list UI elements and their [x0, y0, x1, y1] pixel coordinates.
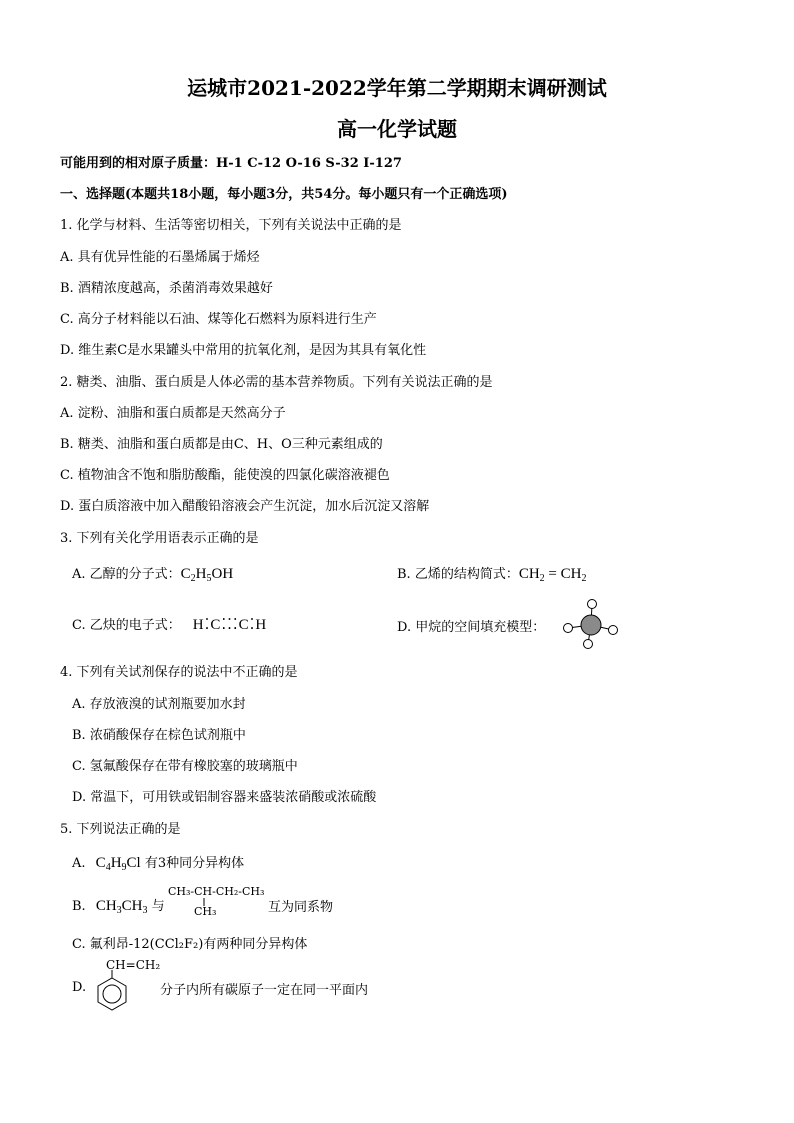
q2-option-d: D. 蛋白质溶液中加入醋酸铅溶液会产生沉淀，加水后沉淀又溶解 — [60, 499, 430, 514]
q4-stem: 4. 下列有关试剂保存的说法中不正确的是 — [60, 665, 298, 680]
q2-option-a: A. 淀粉、油脂和蛋白质都是天然高分子 — [60, 406, 286, 421]
isopentane-structure-branch: CH₃ — [194, 905, 217, 918]
q3-option-a — [72, 563, 233, 583]
styrene-vinyl-label: CH=CH₂ — [106, 958, 161, 972]
ethane-formula: $CH_3CH_3$ — [95, 898, 148, 916]
q3-stem: 3. 下列有关化学用语表示正确的是 — [60, 531, 259, 546]
q5-option-a-text: 有3种同分异构体 — [144, 856, 245, 871]
q3-option-d — [397, 616, 545, 635]
methane-space-filling-model — [558, 594, 624, 652]
q3-option-d-label: D. 甲烷的空间填充模型： — [397, 620, 546, 635]
q3-option-b — [397, 563, 586, 583]
c4h9cl-formula: $C_4H_9Cl$ — [95, 855, 141, 873]
q5-option-b-text: 互为同系物 — [268, 900, 334, 915]
q4-option-b: B. 浓硝酸保存在棕色试剂瓶中 — [72, 728, 246, 743]
q5-option-b — [72, 895, 165, 915]
q5-option-d-text: 分子内所有碳原子一定在同一平面内 — [160, 983, 369, 998]
q5-option-b-label: B. — [72, 899, 86, 914]
q3-option-c-label: C. 乙炔的电子式： — [72, 618, 181, 633]
ethanol-formula: $C_2H_5OH$ — [180, 566, 234, 584]
ethylene-formula: $CH_2 = CH_2$ — [518, 566, 587, 584]
exam-title: 运城市2021-2022学年第二学期期末调研测试 — [187, 76, 607, 100]
acetylene-electron-formula: H⁚C⁚⁚⁚C⁚H — [192, 617, 268, 633]
q4-option-c: C. 氢氟酸保存在带有橡胶塞的玻璃瓶中 — [72, 759, 298, 774]
q1-option-d: D. 维生素C是水果罐头中常用的抗氧化剂，是因为其具有氧化性 — [60, 343, 427, 358]
exam-subtitle: 高一化学试题 — [337, 117, 457, 141]
section-heading: 一、选择题(本题共18小题，每小题3分，共54分。每小题只有一个正确选项) — [60, 187, 508, 202]
q4-option-a: A. 存放液溴的试剂瓶要加水封 — [72, 697, 246, 712]
q1-option-b: B. 酒精浓度越高，杀菌消毒效果越好 — [60, 281, 273, 296]
benzene-ring — [94, 970, 134, 1016]
q3-option-a-label: A. 乙醇的分子式： — [72, 567, 181, 582]
q5-option-a-label: A. — [72, 856, 86, 871]
q1-option-c: C. 高分子材料能以石油、煤等化石燃料为原料进行生产 — [60, 312, 377, 327]
q1-option-a: A. 具有优异性能的石墨烯属于烯烃 — [60, 250, 260, 265]
q5-option-d — [72, 980, 86, 995]
q5-option-c: C. 氟利昂-12(CCl₂F₂)有两种同分异构体 — [72, 937, 308, 952]
q2-stem: 2. 糖类、油脂、蛋白质是人体必需的基本营养物质。下列有关说法正确的是 — [60, 375, 493, 390]
atomic-masses: 可能用到的相对原子质量：H-1 C-12 O-16 S-32 I-127 — [60, 156, 402, 171]
q5-option-d-label: D. — [72, 980, 87, 995]
q2-option-c: C. 植物油含不饱和脂肪酸酯，能使溴的四氯化碳溶液褪色 — [60, 468, 390, 483]
q4-option-d: D. 常温下，可用铁或铝制容器来盛装浓硝酸或浓硫酸 — [72, 790, 377, 805]
q5-option-b-with: 与 — [151, 899, 165, 914]
q2-option-b: B. 糖类、油脂和蛋白质都是由C、H、O三种元素组成的 — [60, 437, 383, 452]
q3-option-c — [72, 614, 267, 634]
q5-option-a — [72, 852, 244, 872]
q5-stem: 5. 下列说法正确的是 — [60, 822, 181, 837]
isopentane-structure-top: CH₃-CH-CH₂-CH₃ — [168, 885, 265, 898]
q3-option-b-label: B. 乙烯的结构简式： — [397, 567, 519, 582]
q1-stem: 1. 化学与材料、生活等密切相关，下列有关说法中正确的是 — [60, 218, 402, 233]
